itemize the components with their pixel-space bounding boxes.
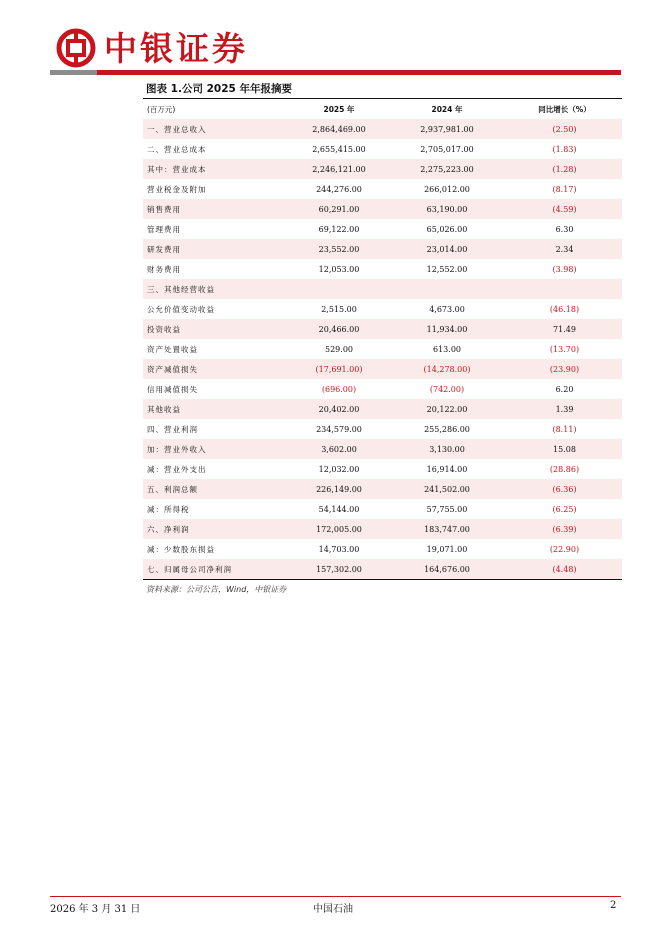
value-yoy: (6.39) (507, 519, 622, 539)
table-row (143, 199, 622, 219)
value-2024: (742.00) (429, 384, 465, 394)
value-2024: 4,673.00 (429, 304, 465, 314)
value-2024: 16,914.00 (426, 464, 468, 474)
value-2025: 3,602.00 (291, 439, 387, 459)
value-2024: 12,552.00 (426, 264, 468, 274)
row-label: 资产减值损失 (143, 359, 291, 379)
table-row (143, 399, 622, 419)
row-label: 减：营业外支出 (147, 464, 207, 474)
row-label: 财务费用 (147, 264, 181, 274)
caption-rule (143, 98, 622, 99)
value-2024: 241,502.00 (387, 479, 507, 499)
value-2025: 14,703.00 (318, 544, 360, 554)
value-yoy: (13.70) (549, 344, 580, 354)
column-header-unit: (百万元) (147, 105, 176, 114)
table-header-row (143, 100, 622, 119)
table-row (143, 279, 622, 299)
table-row (143, 379, 622, 399)
table-row (143, 459, 622, 479)
value-2025: (17,691.00) (291, 359, 387, 379)
value-2025: 2,864,469.00 (291, 119, 387, 139)
value-2025: 20,402.00 (291, 399, 387, 419)
value-2024: 65,026.00 (426, 224, 468, 234)
value-2024: 2,275,223.00 (387, 159, 507, 179)
brand-logo (56, 27, 248, 69)
value-2025: 2,515.00 (321, 304, 357, 314)
column-header-2025: 2025 年 (323, 105, 355, 114)
value-yoy: 15.08 (507, 439, 622, 459)
value-2024: 11,934.00 (387, 319, 507, 339)
table-row (143, 539, 622, 559)
value-yoy: (1.28) (507, 159, 622, 179)
row-label: 一、营业总收入 (143, 119, 291, 139)
row-label: 减：所得税 (147, 504, 190, 514)
table-row (143, 359, 622, 379)
row-label: 六、净利润 (143, 519, 291, 539)
table-row (143, 499, 622, 519)
row-label: 其他收益 (143, 399, 291, 419)
value-2024: 255,286.00 (424, 424, 470, 434)
value-2024: 20,122.00 (387, 399, 507, 419)
value-2025: 2,655,415.00 (312, 144, 366, 154)
column-header-yoy: 同比增长（%） (538, 105, 591, 114)
row-label: 加：营业外收入 (143, 439, 291, 459)
financial-summary-table (143, 100, 622, 580)
row-label: 管理费用 (147, 224, 181, 234)
source-note: 资料来源：公司公告，Wind，中银证券 (146, 585, 287, 594)
table-row (143, 559, 622, 580)
table-row (143, 239, 622, 259)
table-row (143, 519, 622, 539)
value-yoy: 6.20 (555, 384, 574, 394)
value-yoy: (6.36) (507, 479, 622, 499)
value-yoy: (8.11) (552, 424, 577, 434)
value-2025: 226,149.00 (291, 479, 387, 499)
value-yoy: (28.86) (549, 464, 580, 474)
table-row (143, 159, 622, 179)
table-row (143, 259, 622, 279)
table-row (143, 119, 622, 139)
value-2025: 234,579.00 (316, 424, 362, 434)
footer-company: 中国石油 (313, 904, 353, 915)
value-2025: 54,144.00 (318, 504, 360, 514)
brand-name: 中银证券 (104, 28, 248, 68)
value-2025: 2,246,121.00 (291, 159, 387, 179)
table-row (143, 439, 622, 459)
row-label: 信用减值损失 (147, 384, 198, 394)
value-yoy: (23.90) (507, 359, 622, 379)
row-label: 营业税金及附加 (147, 184, 207, 194)
value-2024: 23,014.00 (387, 239, 507, 259)
value-2025: 529.00 (325, 344, 353, 354)
value-2024: 613.00 (433, 344, 461, 354)
table-row (143, 139, 622, 159)
footer-rule (50, 896, 621, 897)
value-2025: 69,122.00 (318, 224, 360, 234)
row-label: 三、其他经营收益 (143, 279, 291, 299)
value-yoy: 6.30 (555, 224, 574, 234)
value-2024: 2,937,981.00 (387, 119, 507, 139)
value-yoy: 71.49 (507, 319, 622, 339)
value-yoy: (22.90) (549, 544, 580, 554)
value-2025: 20,466.00 (291, 319, 387, 339)
table-row (143, 219, 622, 239)
value-2025: 60,291.00 (291, 199, 387, 219)
value-yoy: (46.18) (549, 304, 580, 314)
value-2025: 23,552.00 (291, 239, 387, 259)
table-row (143, 299, 622, 319)
value-yoy: (6.25) (552, 504, 577, 514)
value-2025: 172,005.00 (291, 519, 387, 539)
row-label: 资产处置收益 (147, 344, 198, 354)
table-row (143, 479, 622, 499)
row-label: 投资收益 (143, 319, 291, 339)
value-2024: 19,071.00 (426, 544, 468, 554)
row-label: 研发费用 (143, 239, 291, 259)
value-2025: 12,053.00 (318, 264, 360, 274)
figure-caption: 图表 1.公司 2025 年年报摘要 (146, 83, 292, 95)
row-label: 五、利润总额 (143, 479, 291, 499)
value-2025: (696.00) (321, 384, 357, 394)
value-2025 (291, 279, 387, 299)
value-2024: 164,676.00 (387, 559, 507, 580)
value-yoy: (1.83) (552, 144, 577, 154)
row-label: 减：少数股东损益 (147, 544, 215, 554)
value-yoy: (3.98) (552, 264, 577, 274)
value-yoy: 2.34 (507, 239, 622, 259)
value-2024 (387, 279, 507, 299)
value-yoy: (8.17) (552, 184, 577, 194)
value-2024: (14,278.00) (387, 359, 507, 379)
row-label: 其中：营业成本 (143, 159, 291, 179)
boc-coin-logo-icon (56, 28, 96, 68)
table-row (143, 419, 622, 439)
value-2025: 244,276.00 (316, 184, 362, 194)
row-label: 四、营业利润 (147, 424, 198, 434)
value-2025: 12,032.00 (318, 464, 360, 474)
value-yoy: (4.48) (507, 559, 622, 580)
value-2024: 3,130.00 (387, 439, 507, 459)
table-row (143, 319, 622, 339)
row-label: 七、归属母公司净利润 (143, 559, 291, 580)
footer-date: 2026 年 3 月 31 日 (50, 904, 141, 915)
value-2024: 2,705,017.00 (420, 144, 474, 154)
value-2024: 266,012.00 (424, 184, 470, 194)
row-label: 二、营业总成本 (147, 144, 207, 154)
header-rule-red (97, 70, 621, 75)
column-header-2024: 2024 年 (431, 105, 463, 114)
value-2025: 157,302.00 (291, 559, 387, 580)
header-rule-grey (50, 70, 97, 75)
table-row (143, 179, 622, 199)
table-row (143, 339, 622, 359)
row-label: 公允价值变动收益 (147, 304, 215, 314)
value-yoy: (2.50) (507, 119, 622, 139)
row-label: 销售费用 (143, 199, 291, 219)
value-yoy: 1.39 (507, 399, 622, 419)
value-2024: 57,755.00 (426, 504, 468, 514)
value-2024: 183,747.00 (387, 519, 507, 539)
page-number: 2 (610, 900, 617, 911)
table-body (143, 119, 622, 580)
value-2024: 63,190.00 (387, 199, 507, 219)
value-yoy (507, 279, 622, 299)
value-yoy: (4.59) (507, 199, 622, 219)
